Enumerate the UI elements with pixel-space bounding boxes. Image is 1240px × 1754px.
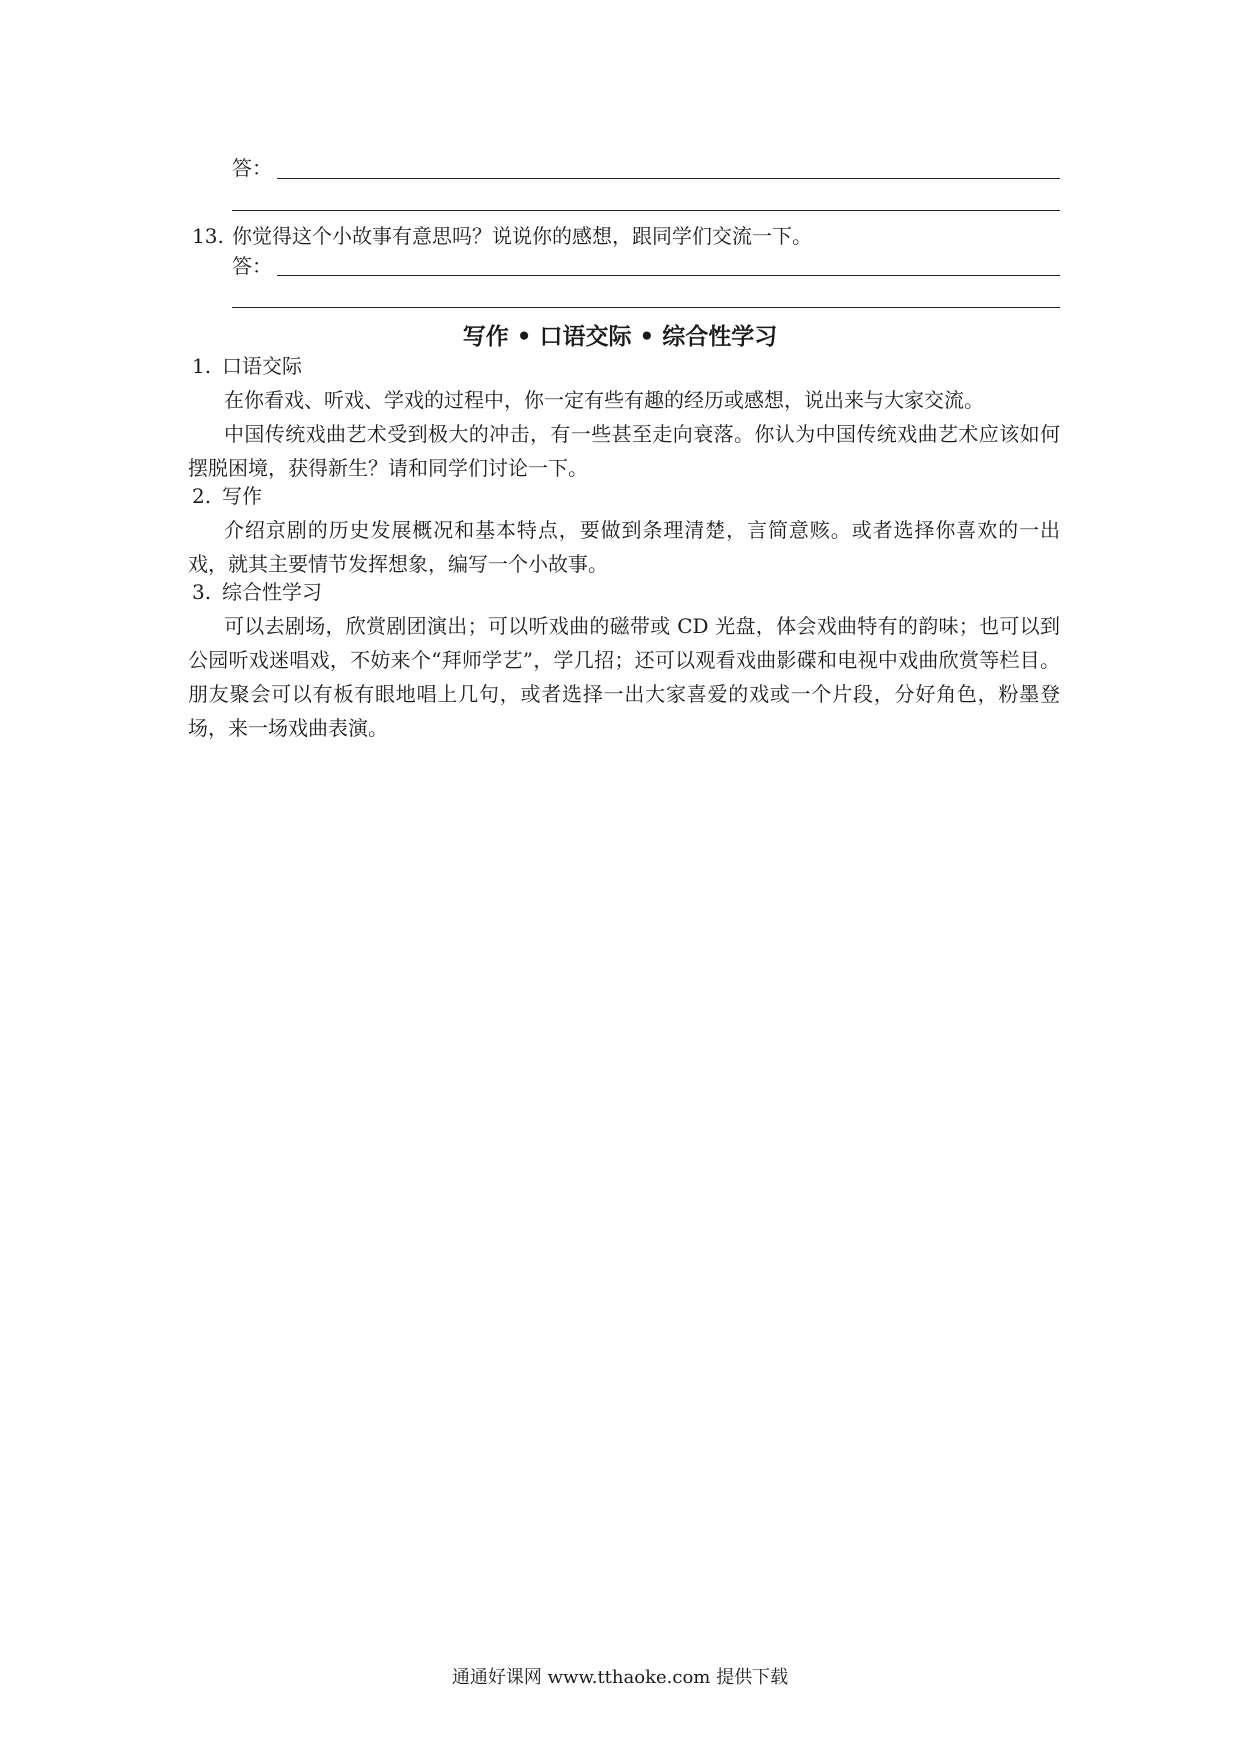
paragraph: 在你看戏、听戏、学戏的过程中，你一定有些有趣的经历或感想，说出来与大家交流。 — [224, 388, 984, 412]
paragraph: 可以去剧场，欣赏剧团演出；可以听戏曲的磁带或 CD 光盘，体会戏曲特有的韵味；也可以到公园听戏迷唱戏，不妨来个“拜师学艺”，学几招；还可以观看戏曲影碟和电视中戏曲欣赏等栏目。朋友聚会可以有板有眼地唱上几句，或者选择一出大家喜爱的戏或一个片段，分好角色，粉墨登场，来一场戏曲表演。 — [188, 614, 1060, 740]
item-heading: 口语交际 — [222, 354, 302, 378]
paragraph: 中国传统戏曲艺术受到极大的冲击，有一些甚至走向衰落。你认为中国传统戏曲艺术应该如何摆脱困境，获得新生？请和同学们讨论一下。 — [188, 422, 1060, 480]
question-number: 13. — [192, 224, 224, 248]
section-title: 写作 • 口语交际 • 综合性学习 — [462, 324, 778, 350]
item-heading: 综合性学习 — [222, 580, 322, 604]
answer-line — [277, 178, 1060, 179]
answer-line — [232, 307, 1060, 308]
question-text: 你觉得这个小故事有意思吗？说说你的感想，跟同学们交流一下。 — [232, 224, 812, 248]
answer-label: 答： — [232, 156, 272, 180]
answer-line — [277, 275, 1060, 276]
paragraph: 介绍京剧的历史发展概况和基本特点，要做到条理清楚，言简意赅。或者选择你喜欢的一出戏，就其主要情节发挥想象，编写一个小故事。 — [188, 518, 1060, 576]
item-number: 1. — [192, 354, 212, 378]
item-number: 2. — [192, 484, 212, 508]
answer-line — [232, 210, 1060, 211]
footer-credit: 通通好课网 www.tthaoke.com 提供下载 — [451, 1667, 789, 1688]
item-number: 3. — [192, 580, 212, 604]
answer-label: 答： — [232, 254, 272, 278]
item-heading: 写作 — [222, 484, 262, 508]
